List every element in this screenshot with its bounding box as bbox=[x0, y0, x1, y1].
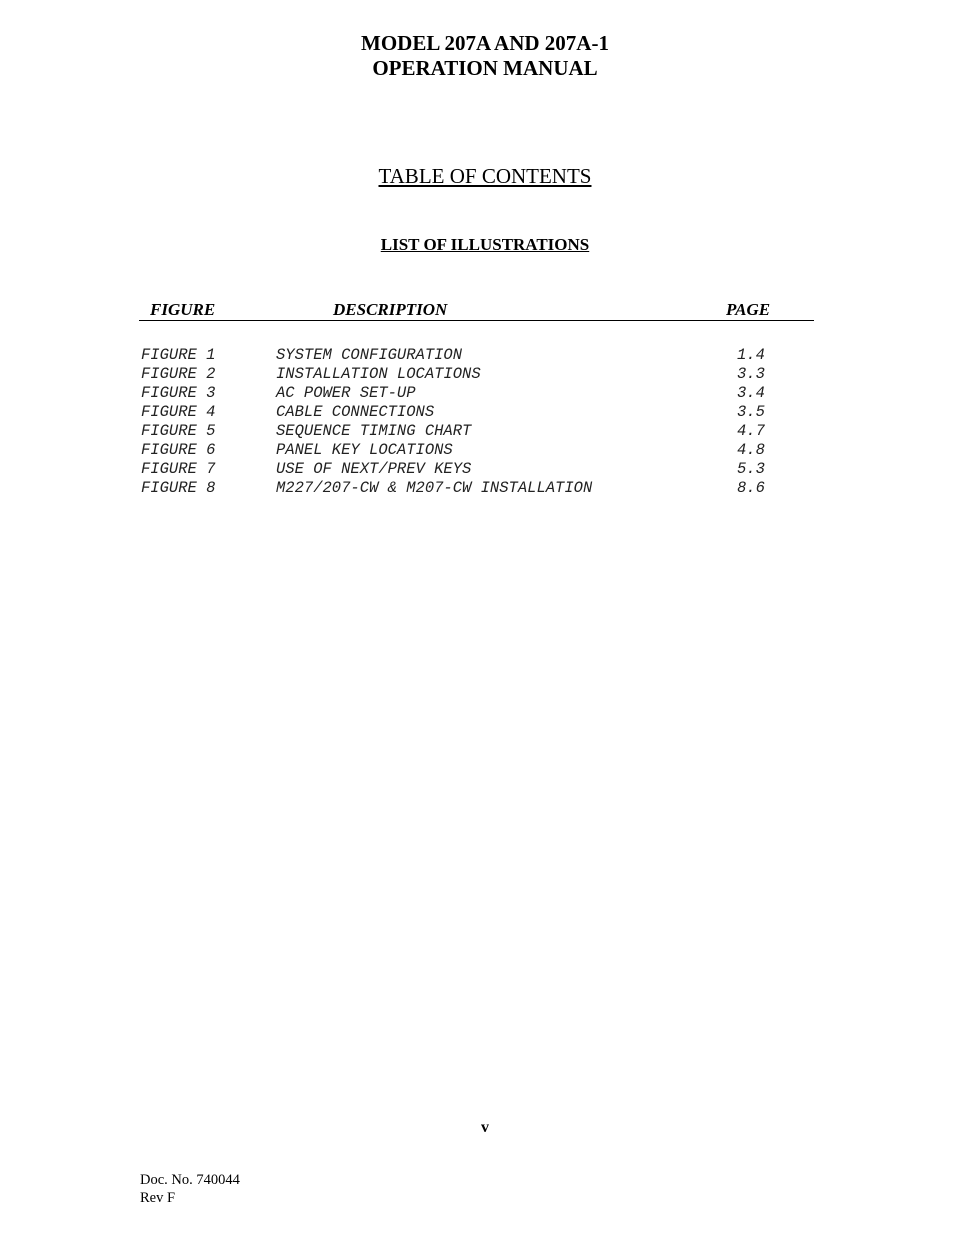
manual-title-line-2: OPERATION MANUAL bbox=[372, 56, 598, 80]
figure-page: 3.4 bbox=[737, 384, 765, 402]
figure-column-header: FIGURE bbox=[150, 300, 216, 319]
figure-label: FIGURE 7 bbox=[141, 460, 216, 478]
figure-label: FIGURE 1 bbox=[141, 346, 216, 364]
list-heading-container bbox=[0, 234, 954, 256]
page-number: v bbox=[481, 1119, 489, 1136]
footer-revision: Rev F bbox=[140, 1190, 176, 1206]
figure-label: FIGURE 6 bbox=[141, 441, 216, 459]
figure-label: FIGURE 4 bbox=[141, 403, 216, 421]
list-item bbox=[141, 422, 821, 441]
page-column-header: PAGE bbox=[726, 300, 771, 319]
toc-heading: TABLE OF CONTENTS bbox=[378, 164, 592, 188]
description-column-header: DESCRIPTION bbox=[333, 300, 448, 319]
list-item bbox=[141, 346, 821, 365]
list-item bbox=[141, 441, 821, 460]
figure-label: FIGURE 2 bbox=[141, 365, 216, 383]
list-item bbox=[141, 384, 821, 403]
toc-heading-container bbox=[0, 163, 954, 189]
list-item bbox=[141, 479, 821, 498]
column-header-row bbox=[139, 300, 814, 321]
figure-page: 8.6 bbox=[737, 479, 765, 497]
figure-page: 4.8 bbox=[737, 441, 765, 459]
figure-page: 1.4 bbox=[737, 346, 765, 364]
figure-page: 5.3 bbox=[737, 460, 765, 478]
figure-page: 3.3 bbox=[737, 365, 765, 383]
figure-label: FIGURE 5 bbox=[141, 422, 216, 440]
list-item bbox=[141, 365, 821, 384]
list-of-illustrations-heading: LIST OF ILLUSTRATIONS bbox=[380, 235, 590, 254]
list-item bbox=[141, 403, 821, 422]
figure-page: 4.7 bbox=[737, 422, 765, 440]
figure-description: AC POWER SET-UP bbox=[276, 384, 416, 402]
list-item bbox=[141, 460, 821, 479]
figure-description: INSTALLATION LOCATIONS bbox=[276, 365, 481, 383]
figure-page: 3.5 bbox=[737, 403, 765, 421]
footer-doc-number: Doc. No. 740044 bbox=[140, 1172, 240, 1188]
figure-description: CABLE CONNECTIONS bbox=[276, 403, 435, 421]
figure-description: PANEL KEY LOCATIONS bbox=[276, 441, 453, 459]
illustrations-list bbox=[141, 346, 821, 498]
manual-title-line-1: MODEL 207A AND 207A-1 bbox=[361, 31, 609, 55]
figure-description: SYSTEM CONFIGURATION bbox=[276, 346, 463, 364]
figure-label: FIGURE 8 bbox=[141, 479, 216, 497]
figure-description: USE OF NEXT/PREV KEYS bbox=[276, 460, 472, 478]
figure-description: SEQUENCE TIMING CHART bbox=[276, 422, 472, 440]
figure-label: FIGURE 3 bbox=[141, 384, 216, 402]
figure-description: M227/207-CW & M207-CW INSTALLATION bbox=[276, 479, 593, 497]
